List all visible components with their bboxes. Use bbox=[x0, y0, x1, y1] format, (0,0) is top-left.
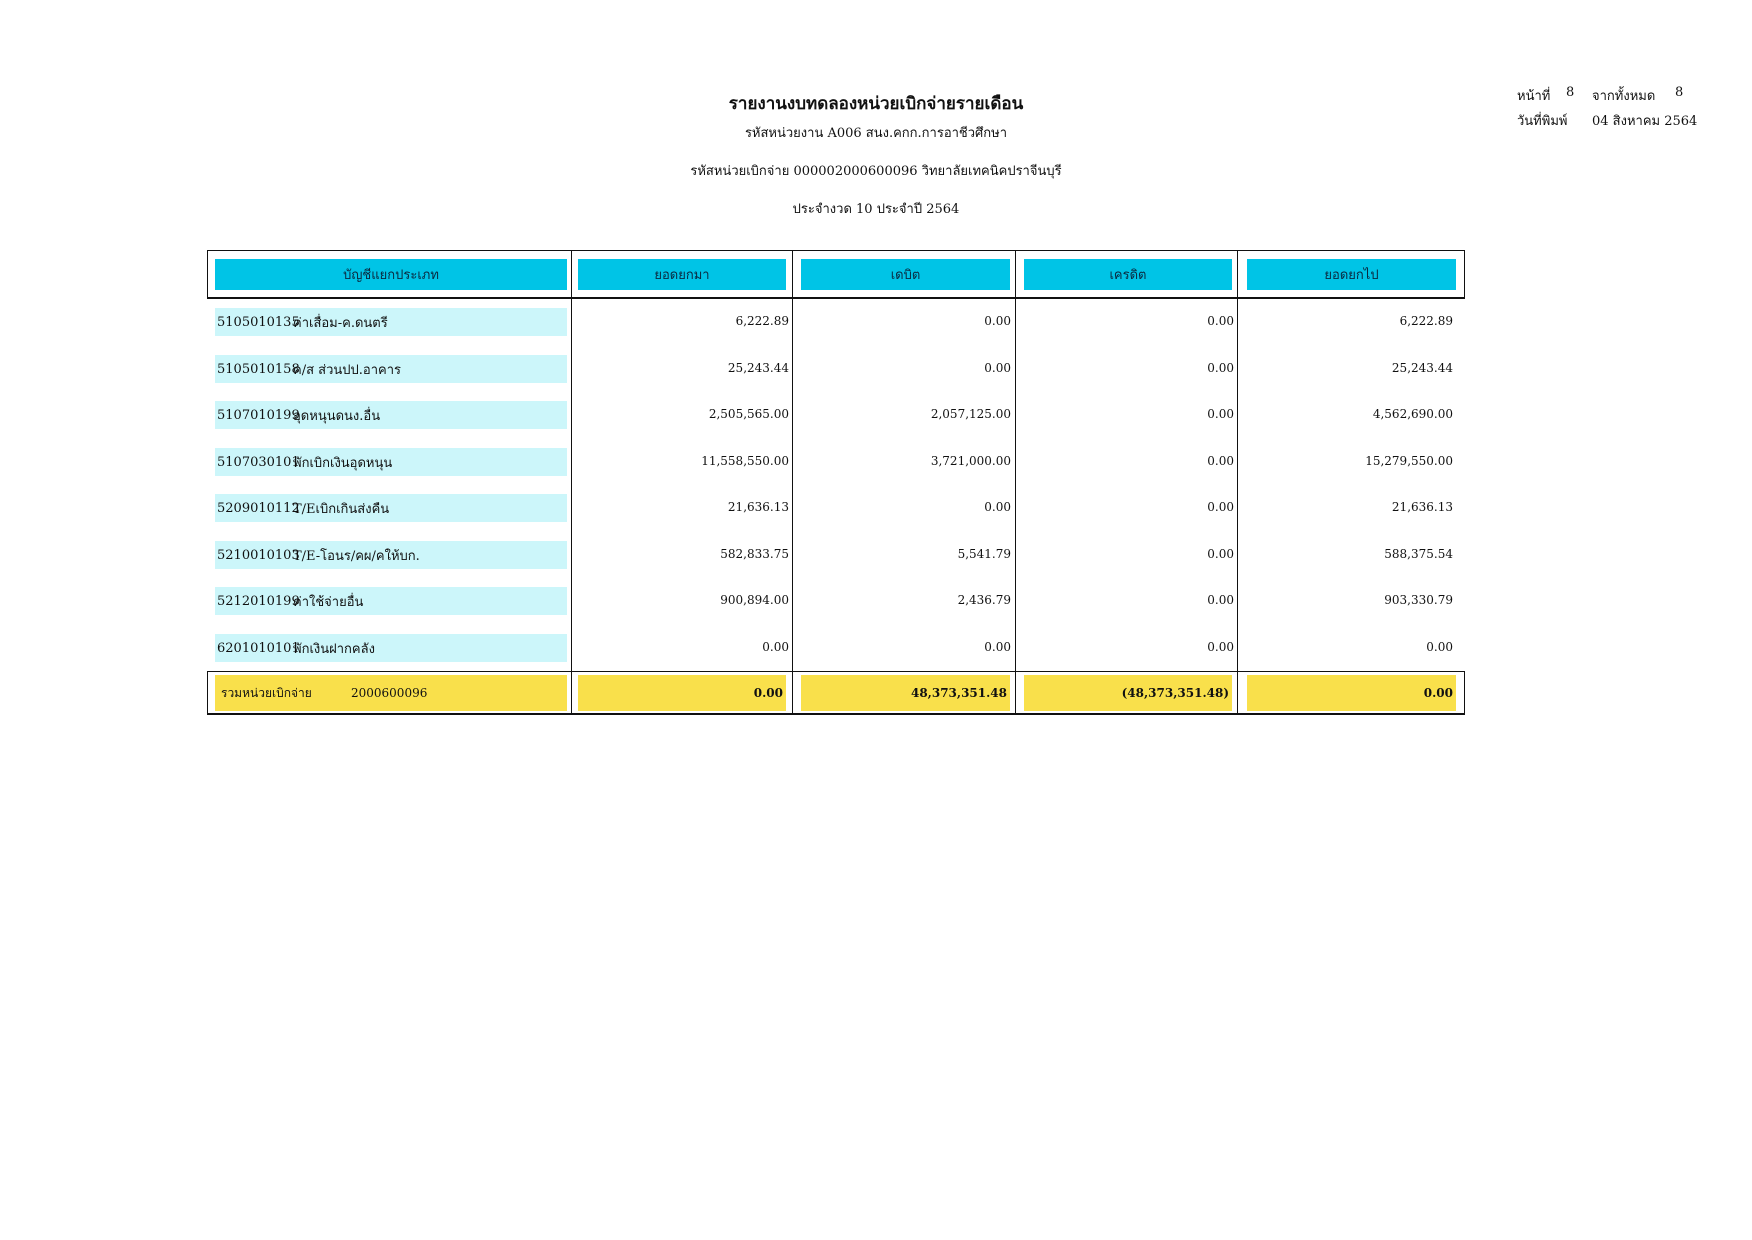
total-label: รวมหน่วยเบิกจ่าย bbox=[221, 685, 312, 700]
credit-value: 0.00 bbox=[1207, 454, 1234, 468]
total-debit: 48,373,351.48 bbox=[801, 675, 1010, 711]
total-brought-forward: 0.00 bbox=[578, 675, 786, 711]
carried-forward-value: 0.00 bbox=[1426, 640, 1453, 654]
brought-forward-value: 0.00 bbox=[762, 640, 789, 654]
credit-value: 0.00 bbox=[1207, 593, 1234, 607]
col-rule bbox=[207, 671, 208, 715]
account-code: 5105010135 bbox=[217, 314, 300, 330]
header-brought-forward: ยอดยกมา bbox=[578, 259, 786, 290]
page-label: หน้าที่ bbox=[1517, 89, 1551, 104]
brought-forward-value: 25,243.44 bbox=[727, 361, 789, 375]
table-row bbox=[215, 401, 567, 429]
brought-forward-value: 6,222.89 bbox=[735, 314, 789, 328]
credit-value: 0.00 bbox=[1207, 547, 1234, 561]
carried-forward-value: 4,562,690.00 bbox=[1372, 407, 1453, 421]
brought-forward-value: 21,636.13 bbox=[727, 500, 789, 514]
col-rule bbox=[792, 250, 793, 715]
brought-forward-value: 2,505,565.00 bbox=[708, 407, 789, 421]
total-row-label-cell bbox=[215, 675, 567, 711]
table-row bbox=[215, 587, 567, 615]
table-row bbox=[215, 494, 567, 522]
account-code: 5212010199 bbox=[217, 593, 300, 609]
carried-forward-value: 25,243.44 bbox=[1391, 361, 1453, 375]
table-row bbox=[215, 448, 567, 476]
account-name: T/E-โอนร/คผ/คให้บก. bbox=[293, 548, 420, 564]
credit-value: 0.00 bbox=[1207, 407, 1234, 421]
brought-forward-value: 11,558,550.00 bbox=[701, 454, 789, 468]
carried-forward-value: 21,636.13 bbox=[1391, 500, 1453, 514]
debit-value: 0.00 bbox=[984, 314, 1011, 328]
account-name: T/Eเบิกเกินส่งคืน bbox=[293, 501, 390, 517]
account-name: พักเบิกเงินอุดหนุน bbox=[293, 455, 393, 471]
col-rule bbox=[1015, 250, 1016, 715]
carried-forward-value: 15,279,550.00 bbox=[1365, 454, 1453, 468]
print-date-label: วันที่พิมพ์ bbox=[1517, 114, 1568, 129]
table-row bbox=[215, 634, 567, 662]
total-carried-forward: 0.00 bbox=[1247, 675, 1456, 711]
header-account: บัญชีแยกประเภท bbox=[215, 259, 567, 290]
table-row bbox=[215, 355, 567, 383]
debit-value: 0.00 bbox=[984, 361, 1011, 375]
total-pages: 8 bbox=[1675, 85, 1684, 100]
debit-value: 2,436.79 bbox=[957, 593, 1011, 607]
page-number: 8 bbox=[1566, 85, 1575, 100]
debit-value: 0.00 bbox=[984, 500, 1011, 514]
total-unit-code: 2000600096 bbox=[351, 686, 428, 700]
account-name: พักเงินฝากคลัง bbox=[293, 641, 375, 657]
total-pages-label: จากทั้งหมด bbox=[1592, 89, 1656, 104]
header-bottom-rule bbox=[207, 297, 1465, 299]
account-code: 5210010103 bbox=[217, 547, 300, 563]
debit-value: 0.00 bbox=[984, 640, 1011, 654]
account-code: 5105010158 bbox=[217, 361, 300, 377]
report-title: รายงานงบทดลองหน่วยเบิกจ่ายรายเดือน bbox=[728, 94, 1024, 114]
col-rule bbox=[1237, 250, 1238, 715]
table-row bbox=[215, 541, 567, 569]
account-name: ค่าใช้จ่ายอื่น bbox=[293, 594, 364, 610]
total-top-rule bbox=[207, 671, 1465, 672]
col-rule bbox=[571, 250, 572, 715]
credit-value: 0.00 bbox=[1207, 500, 1234, 514]
period-line: ประจำงวด 10 ประจำปี 2564 bbox=[792, 202, 960, 217]
debit-value: 5,541.79 bbox=[957, 547, 1011, 561]
col-rule bbox=[207, 250, 208, 298]
carried-forward-value: 588,375.54 bbox=[1384, 547, 1453, 561]
table-top-rule bbox=[207, 250, 1465, 251]
print-date: 04 สิงหาคม 2564 bbox=[1592, 114, 1698, 129]
account-name: อุดหนุนดนง.อื่น bbox=[293, 408, 381, 424]
credit-value: 0.00 bbox=[1207, 314, 1234, 328]
account-name: ค/ส ส่วนปป.อาคาร bbox=[293, 362, 401, 378]
col-rule bbox=[1464, 250, 1465, 298]
table-row bbox=[215, 308, 567, 336]
disbursing-unit-line: รหัสหน่วยเบิกจ่าย 000002000600096 วิทยาลัยเทคนิคปราจีนบุรี bbox=[690, 164, 1062, 179]
debit-value: 2,057,125.00 bbox=[930, 407, 1011, 421]
account-name: ค่าเสื่อม-ค.ดนตรี bbox=[293, 315, 388, 331]
credit-value: 0.00 bbox=[1207, 361, 1234, 375]
brought-forward-value: 900,894.00 bbox=[720, 593, 789, 607]
table-bottom-rule bbox=[207, 713, 1465, 715]
brought-forward-value: 582,833.75 bbox=[720, 547, 789, 561]
col-rule bbox=[1464, 671, 1465, 715]
header-debit: เดบิต bbox=[801, 259, 1010, 290]
agency-line: รหัสหน่วยงาน A006 สนง.คกก.การอาชีวศึกษา bbox=[744, 126, 1008, 141]
header-carried-forward: ยอดยกไป bbox=[1247, 259, 1456, 290]
carried-forward-value: 903,330.79 bbox=[1384, 593, 1453, 607]
account-code: 5209010112 bbox=[217, 500, 300, 516]
account-code: 6201010101 bbox=[217, 640, 300, 656]
account-code: 5107030101 bbox=[217, 454, 300, 470]
credit-value: 0.00 bbox=[1207, 640, 1234, 654]
total-credit: (48,373,351.48) bbox=[1024, 675, 1232, 711]
trial-balance-table bbox=[207, 250, 1465, 715]
debit-value: 3,721,000.00 bbox=[930, 454, 1011, 468]
header-credit: เครดิต bbox=[1024, 259, 1232, 290]
carried-forward-value: 6,222.89 bbox=[1399, 314, 1453, 328]
account-code: 5107010199 bbox=[217, 407, 300, 423]
